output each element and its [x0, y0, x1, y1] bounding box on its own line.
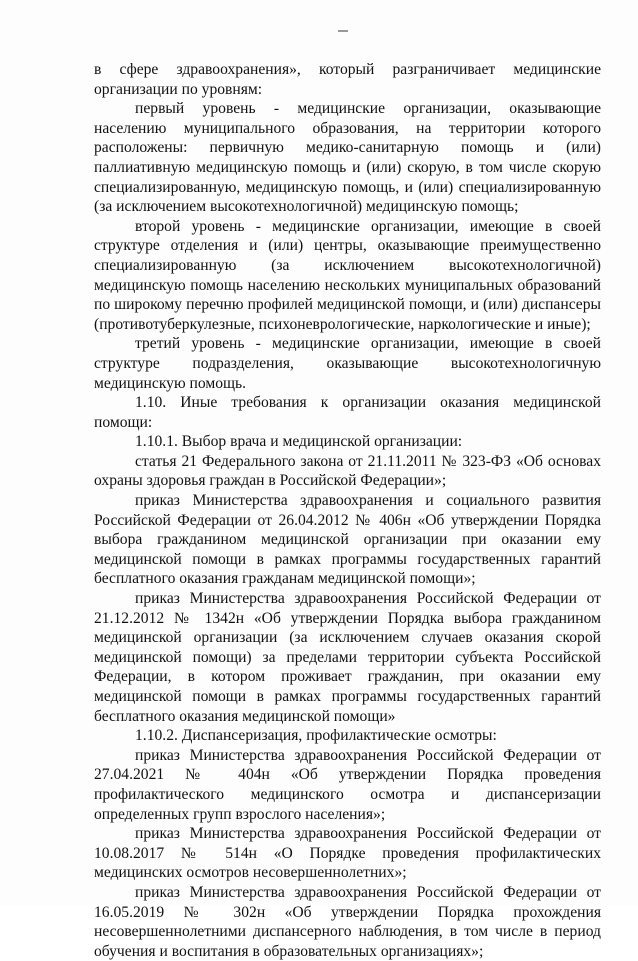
paragraph-order-404n: приказ Министерства здравоохранения Российской Федерации от 27.04.2021 № 404н «Об утверждении Порядка проведения профилактического медицинского осмотра и диспансеризации определенных групп взрослого населения»; [94, 746, 601, 823]
section-heading-1-10: 1.10. Иные требования к организации оказания медицинской помощи: [94, 394, 601, 431]
paragraph-order-302n: приказ Министерства здравоохранения Российской Федерации от 16.05.2019 № 302н «Об утверждении Порядка прохождения несовершеннолетними диспансерного наблюдения, в том числе в период обучения и воспитания в образовательных организациях»; [94, 883, 601, 960]
paragraph-intro: в сфере здравоохранения», который разграничивает медицинские организации по уровням: [94, 61, 601, 98]
scan-mark [338, 30, 348, 32]
paragraph-level-two: второй уровень - медицинские организации, имеющие в своей структуре отделения и (или) центры, оказывающие преимущественно специализированную (за исключением высокотехнологичной) медицинскую помощь населению нескольких муниципальных образований по широкому перечню профилей медицинской помощи, и (или) диспансеры (противотуберкулезные, психоневрологические, наркологические и иные); [94, 217, 601, 333]
paragraph-level-one: первый уровень - медицинские организации, оказывающие населению муниципального образования, на территории которого расположены: первичную медико-санитарную помощь и (или) паллиативную медицинскую помощь и (или) скорую, в том числе скорую специализированную, медицинскую помощь, и (или) специализированную (за исключением высокотехнологичной) медицинскую помощь; [94, 100, 601, 216]
paragraph-level-three: третий уровень - медицинские организации, имеющие в своей структуре подразделения, оказывающие высокотехнологичную медицинскую помощь. [94, 335, 601, 392]
paragraph-order-514n: приказ Министерства здравоохранения Российской Федерации от 10.08.2017 № 514н «О Порядке проведения профилактических медицинских осмотров несовершеннолетних»; [94, 825, 601, 882]
document-body [94, 60, 601, 961]
paragraph-article-21: статья 21 Федерального закона от 21.11.2011 № 323-ФЗ «Об основах охраны здоровья граждан в Российской Федерации»; [94, 452, 601, 490]
paragraph-order-406n: приказ Министерства здравоохранения и социального развития Российской Федерации от 26.04.2012 № 406н «Об утверждении Порядка выбора гражданином медицинской организации при оказании ему медицинской помощи в рамках программы государственных гарантий бесплатного оказания гражданам медицинской помощи»; [94, 492, 601, 588]
section-heading-1-10-1: 1.10.1. Выбор врача и медицинской организации: [135, 433, 463, 451]
section-heading-1-10-2: 1.10.2. Диспансеризация, профилактические осмотры: [135, 727, 497, 745]
paragraph-order-1342n: приказ Министерства здравоохранения Российской Федерации от 21.12.2012 № 1342н «Об утверждении Порядка выбора гражданином медицинской организации (за исключением случаев оказания скорой медицинской помощи) за пределами территории субъекта Российской Федерации, в котором проживает гражданин, при оказании ему медицинской помощи в рамках программы государственных гарантий бесплатного оказания медицинской помощи» [94, 590, 601, 725]
